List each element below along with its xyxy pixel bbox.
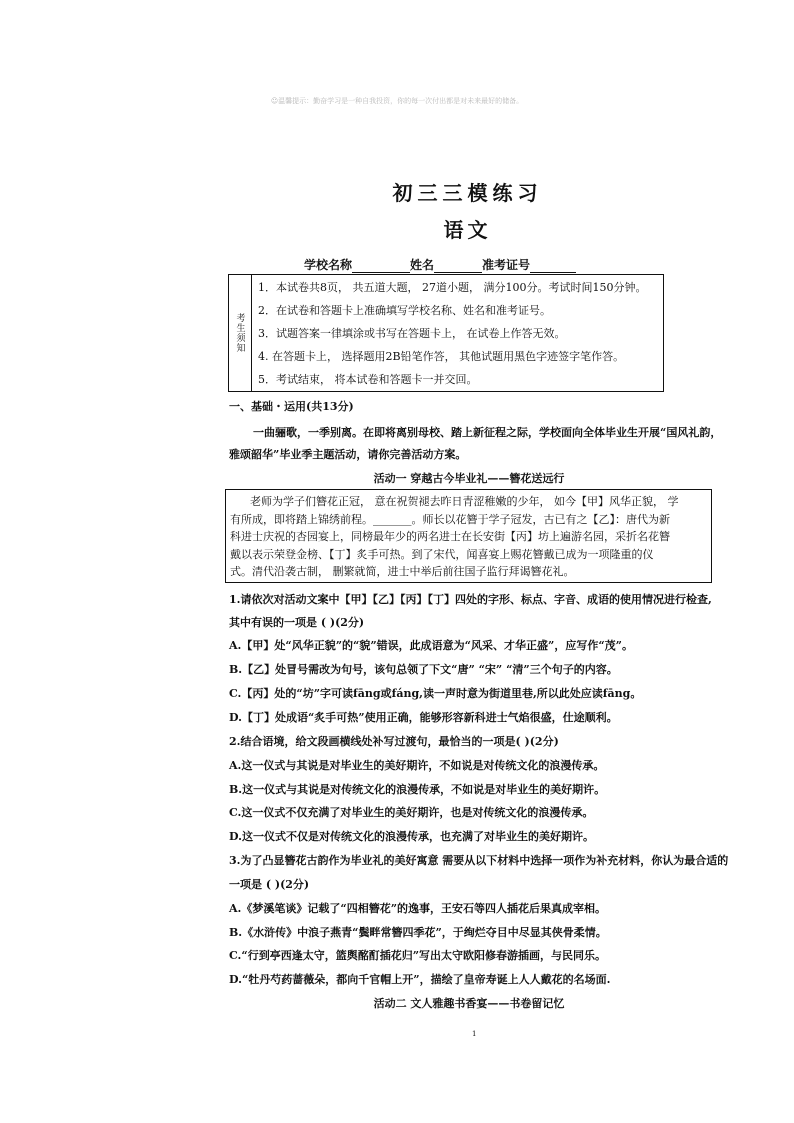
passage-line: 戴以表示荣登金榜、【丁】炙手可热。到了宋代，闻喜宴上赐花簪戴已成为一项隆重的仪 bbox=[230, 547, 654, 561]
exam-notice-box bbox=[228, 274, 664, 392]
notice-items bbox=[252, 275, 663, 391]
option-line: B.这一仪式与其说是对传统文化的浪漫传承，不如说是对毕业生的美好期许。 bbox=[229, 783, 606, 796]
intro-line: 雅颂韶华”毕业季主题活动，请你完善活动方案。 bbox=[229, 448, 467, 461]
exam-title: 初三三模练习 bbox=[392, 181, 543, 205]
intro-line: 一曲骊歌，一季别离。在即将离别母校、踏上新征程之际，学校面向全体毕业生开展“国风礼韵， bbox=[253, 426, 722, 439]
option-line: A.《梦溪笔谈》记载了“四相簪花”的逸事，王安石等四人插花后果真成宰相。 bbox=[229, 902, 607, 915]
watermark-text: ☺温馨提示：勤奋学习是一种自我投资，你的每一次付出都是对未来最好的储备。 bbox=[270, 97, 524, 105]
activity-title: 活动一 穿越古今毕业礼——簪花送远行 bbox=[373, 472, 565, 485]
activity-passage bbox=[225, 489, 712, 583]
option-line: D.“牡丹芍药蔷薇朵，都向千官帽上开”，描绘了皇帝寿诞上人人戴花的名场面. bbox=[229, 973, 611, 986]
question-stem: 2.结合语境，给文段画横线处补写过渡句，最恰当的一项是( )(2分) bbox=[229, 735, 559, 748]
option-line: B.《水浒传》中浪子燕青“鬓畔常簪四季花”，于绚烂夺目中尽显其侠骨柔情。 bbox=[229, 926, 607, 939]
option-line: C.“行到亭西逢太守，篮舆酩酊插花归”写出太守欧阳修春游插画，与民同乐。 bbox=[229, 949, 607, 962]
passage-line: 有所成，即将踏上锦绣前程。_______。师长以花簪于学子冠发，古已有之【乙】：唐代为新 bbox=[230, 512, 670, 526]
page-number: 1 bbox=[472, 1030, 477, 1038]
question-stem: 一项是 ( )(2分) bbox=[229, 878, 310, 891]
question-stem: 3.为了凸显簪花古韵作为毕业礼的美好寓意 需要从以下材料中选择一项作为补充材料，你认为最合适的 bbox=[229, 854, 729, 867]
notice-item: 4. 在答题卡上， 选择题用2B铅笔作答， 其他试题用黑色字迹签字笔作答。 bbox=[258, 350, 625, 363]
option-line: A.这一仪式与其说是对毕业生的美好期许，不如说是对传统文化的浪漫传承。 bbox=[229, 759, 605, 772]
notice-label: 考生须知 bbox=[234, 313, 245, 353]
passage-line: 式。清代沿袭古制， 删繁就简，进士中举后前往国子监行拜谒簪花礼。 bbox=[230, 565, 575, 578]
question-stem: 其中有误的一项是 ( )(2分) bbox=[229, 616, 365, 629]
section-heading: 一、基础・运用(共13分) bbox=[229, 400, 354, 413]
option-line: D.【丁】处成语“炙手可热”使用正确，能够形容新科进士气焰很盛，仕途顺利。 bbox=[229, 711, 618, 724]
exam-no-label: 准考证号 bbox=[482, 258, 531, 272]
student-info-line bbox=[0, 256, 794, 273]
notice-item: 2．在试卷和答题卡上准确填写学校名称、姓名和准考证号。 bbox=[258, 304, 551, 317]
notice-item: 5．考试结束， 将本试卷和答题卡一并交回。 bbox=[258, 373, 478, 386]
question-stem: 1.请依次对活动文案中【甲】【乙】【丙】【丁】四处的字形、标点、字音、成语的使用情况进行检查, bbox=[229, 593, 712, 606]
notice-item: 3．试题答案一律填涂或书写在答题卡上， 在试卷上作答无效。 bbox=[258, 327, 566, 340]
school-label: 学校名称 bbox=[303, 258, 352, 272]
activity-title: 活动二 文人雅趣书香宴——书卷留记忆 bbox=[373, 997, 565, 1010]
option-line: D.这一仪式不仅是对传统文化的浪漫传承，也充满了对毕业生的美好期许。 bbox=[229, 830, 594, 843]
option-line: C.这一仪式不仅充满了对毕业生的美好期许，也是对传统文化的浪漫传承。 bbox=[229, 806, 594, 819]
option-line: A.【甲】处“风华正貌”的“貌”错误，此成语意为“风采、才华正盛”，应写作“茂”。 bbox=[229, 639, 633, 652]
option-line: C.【丙】处的“坊”字可读fāng或fáng,读一声时意为街道里巷,所以此处应读fāng。 bbox=[229, 687, 642, 700]
passage-line: 科进士庆祝的杏园宴上，同榜最年少的两名进士在长安街【丙】坊上遍游名园，采折名花簪 bbox=[230, 530, 670, 543]
option-line: B.【乙】处冒号需改为句号，该句总领了下文“唐” “宋” “清”三个句子的内容。 bbox=[229, 663, 618, 676]
notice-item: 1．本试卷共8页， 共五道大题， 27道小题， 满分100分。考试时间150分钟。 bbox=[258, 281, 647, 294]
subject-title: 语文 bbox=[443, 218, 492, 242]
name-label: 姓名 bbox=[409, 258, 434, 272]
exam-no-blank bbox=[530, 260, 576, 273]
passage-line: 老师为学子们簪花正冠， 意在祝贺褪去昨日青涩稚嫩的少年， 如今【甲】风华正貌， 学 bbox=[250, 495, 679, 508]
notice-label-cell bbox=[229, 275, 252, 391]
name-blank bbox=[434, 260, 482, 273]
school-blank bbox=[352, 260, 410, 273]
